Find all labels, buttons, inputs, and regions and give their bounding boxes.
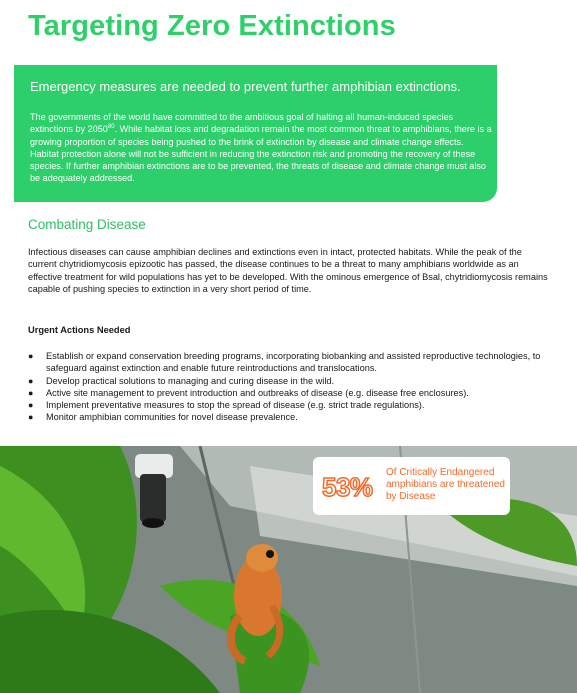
section-paragraph: Infectious diseases can cause amphibian declines and extinctions even in intact, protected habitats. While the peak of the current chytridiomycosis epizootic has passed, the disease continues to be a threat to many amphibians worldwide as an effective treatment for wild populations has yet to be developed. With the ominous emergence of Bsal, chytridiomycosis remains capable of pushing species to extinction in a very short period of time.	[28, 247, 548, 295]
frog-head	[246, 544, 278, 572]
actions-list	[28, 350, 553, 424]
list-item	[28, 387, 553, 399]
bullet-icon: ●	[28, 387, 34, 398]
list-item	[28, 375, 553, 387]
nozzle-tip	[142, 518, 164, 528]
page-title: Targeting Zero Extinctions	[28, 10, 396, 42]
frog-eye	[266, 550, 274, 558]
list-item	[28, 399, 553, 411]
list-item	[28, 350, 553, 375]
action-text: Active site management to prevent introduction and outbreaks of disease (e.g. disease free enclosures).	[46, 387, 469, 398]
bullet-icon: ●	[28, 351, 34, 361]
bullet-icon: ●	[28, 375, 34, 386]
nozzle	[140, 474, 166, 522]
stat-text: Of Critically Endangered amphibians are threatened by Disease	[386, 467, 505, 502]
section-heading: Combating Disease	[28, 217, 146, 232]
callout-body-start: The governments of the world have committed to the ambitious goal of halting all human-induced species extinctions by 2050	[30, 112, 454, 135]
stat-percent: 53%	[322, 472, 373, 502]
callout-box	[14, 65, 497, 202]
action-text: Develop practical solutions to managing and curing disease in the wild.	[46, 375, 335, 386]
callout-body-end: . While habitat loss and degradation remain the most common threat to amphibians, there is a growing proportion of species being pushed to the brink of extinction by disease and climate change effects. Habitat protection alone will not be sufficient in reducing the extinction risk and promoting the recovery of these species. If further amphibian extinctions are to be prevented, the threats of disease and climate change must also be adequately addressed.	[30, 124, 492, 184]
action-text: Establish or expand conservation breeding programs, incorporating biobanking and assisted reproductive technologies, to safeguard against extinction and enable future reintroductions and translocations.	[46, 351, 541, 374]
list-item	[28, 411, 553, 423]
stat-callout	[313, 457, 510, 515]
action-text: Monitor amphibian communities for novel disease prevalence.	[46, 412, 298, 423]
footnote-ref: 80	[107, 124, 115, 131]
bullet-icon: ●	[28, 412, 34, 423]
callout-body	[30, 111, 492, 185]
actions-heading: Urgent Actions Needed	[28, 325, 131, 335]
action-text: Implement preventative measures to stop the spread of disease (e.g. strict trade regulations).	[46, 400, 425, 411]
bullet-icon: ●	[28, 400, 34, 411]
callout-subhead: Emergency measures are needed to prevent further amphibian extinctions.	[30, 79, 461, 94]
